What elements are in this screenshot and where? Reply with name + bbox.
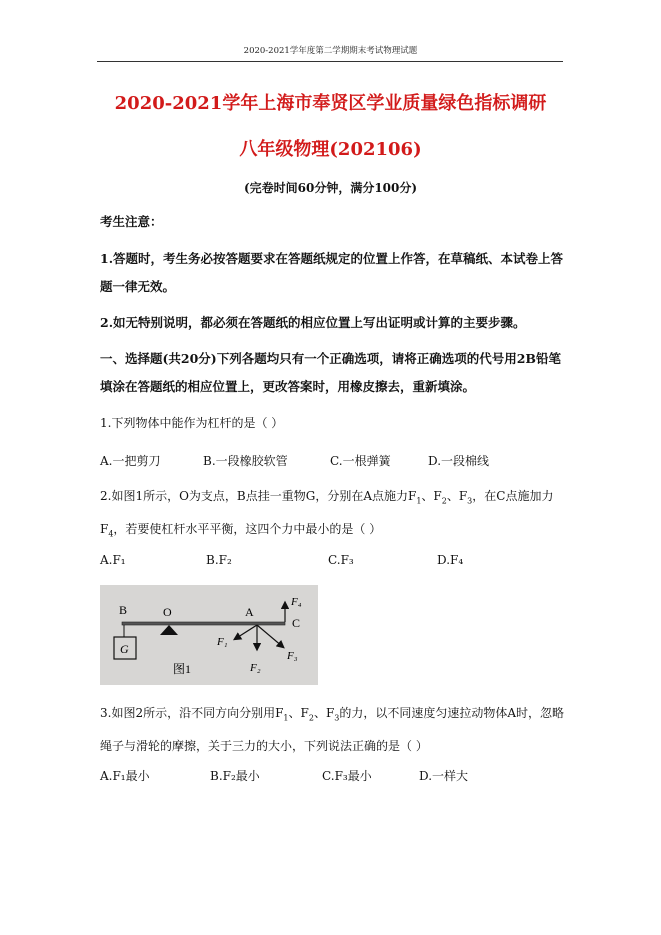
- q2-option-a[interactable]: A.F₁: [100, 553, 126, 567]
- q2-option-b[interactable]: B.F₂: [206, 553, 232, 567]
- lever-bar: [122, 622, 285, 625]
- exam-title: 2020-2021学年上海市奉贤区学业质量绿色指标调研: [114, 93, 547, 114]
- question-3-stem: 3.如图2所示，沿不同方向分别用$F_1$、$F_2$、$F_3$的力，以不同速度匀速拉动物体A时，忽略绳子与滑轮的摩擦，关于三力的大小，下列说法正确的是（ ）: [100, 706, 565, 754]
- q1-option-d[interactable]: D.一段棉线: [428, 454, 490, 468]
- page-header: 2020-2021学年度第二学期期末考试物理试题: [243, 46, 418, 56]
- figure-1-lever: [100, 585, 318, 685]
- fulcrum-icon: [160, 625, 178, 635]
- exam-time-note: (完卷时间60分钟，满分100分): [243, 181, 418, 195]
- q2-option-c[interactable]: C.F₃: [328, 553, 354, 567]
- question-1-options: [100, 452, 570, 472]
- notice-item-2: 2.如无特别说明，都必须在答题纸的相应位置上写出证明或计算的主要步骤。: [100, 315, 526, 330]
- exam-subject-title: 八年级物理(202106): [239, 139, 422, 160]
- label-f4: F₄: [291, 596, 302, 608]
- label-o: O: [163, 605, 172, 619]
- force-f3-arrow: [257, 625, 283, 647]
- label-a: A: [245, 605, 254, 619]
- force-f1-arrow: [235, 625, 257, 639]
- header-rule: [97, 61, 563, 62]
- q2-option-d[interactable]: D.F₄: [437, 553, 464, 567]
- section-1-heading: 一、选择题(共20分)下列各题均只有一个正确选项，请将正确选项的代号用2B铅笔填涂在答题纸的相应位置上，更改答案时，用橡皮擦去，重新填涂。: [100, 351, 561, 394]
- label-c: C: [292, 616, 301, 630]
- figure-1-caption: 图1: [173, 662, 192, 676]
- q3-option-a[interactable]: A.F₁最小: [100, 769, 150, 783]
- label-f3: F₃: [287, 650, 298, 662]
- q1-option-c[interactable]: C.一根弹簧: [330, 454, 391, 468]
- notice-item-1: 1.答题时，考生务必按答题要求在答题纸规定的位置上作答，在草稿纸、本试卷上答题一律无效。: [100, 251, 564, 294]
- q3-option-b[interactable]: B.F₂最小: [210, 769, 260, 783]
- question-2-options: [100, 553, 570, 573]
- q1-option-b[interactable]: B.一段橡胶软管: [203, 454, 288, 468]
- q3-option-c[interactable]: C.F₃最小: [322, 769, 372, 783]
- q3-option-d[interactable]: D.一样大: [419, 769, 469, 783]
- label-b: B: [119, 603, 128, 617]
- question-1-stem: 1.下列物体中能作为杠杆的是（ ）: [100, 416, 284, 430]
- label-g: G: [120, 642, 129, 656]
- question-3-options: [100, 767, 570, 787]
- question-2-stem: 2.如图1所示，O为支点，B点挂一重物G，分别在A点施力$F_1$、$F_2$、$F_3$，在C点施加力$F_4$，若要使杠杆水平平衡，这四个力中最小的是（ ）: [100, 489, 554, 539]
- q1-option-a[interactable]: A.一把剪刀: [100, 454, 161, 468]
- label-f1: F₁: [217, 636, 228, 648]
- label-f2: F₂: [250, 662, 261, 674]
- notice-heading: 考生注意：: [100, 214, 163, 229]
